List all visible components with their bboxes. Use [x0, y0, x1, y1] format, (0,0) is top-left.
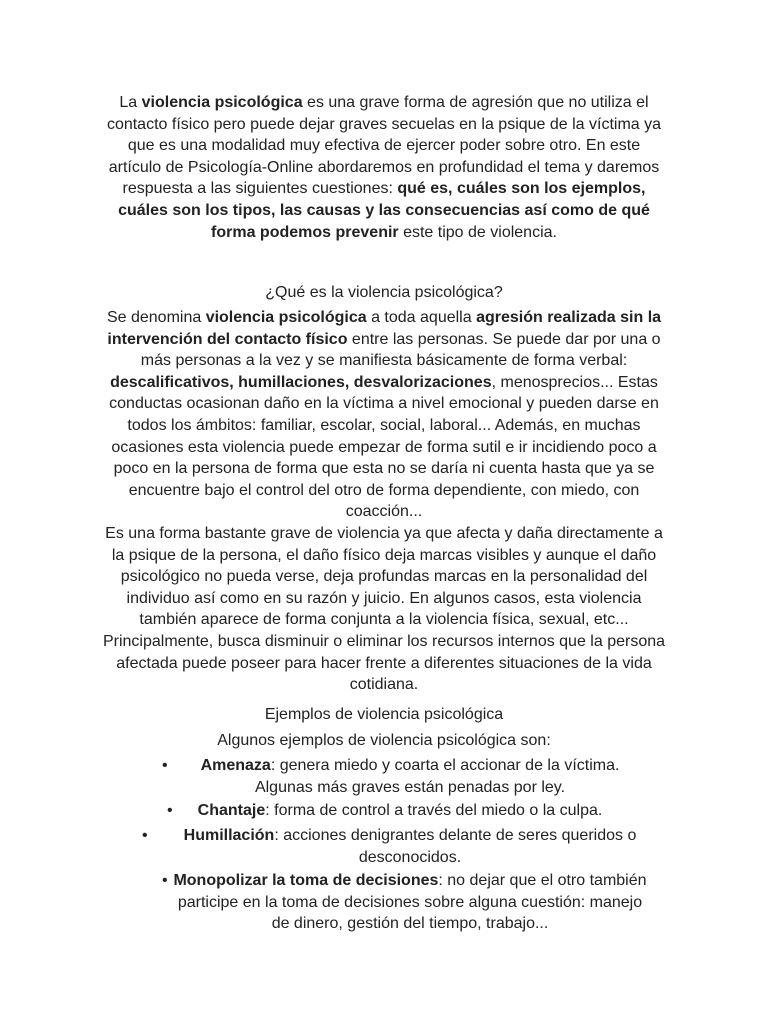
bullet-text: : no dejar que el otro también participe en la toma de decisiones sobre alguna cuestión: manejo de dinero, gestión del tiempo, trabajo...: [177, 872, 647, 933]
definition-section: [100, 307, 668, 696]
intro-paragraph: [100, 92, 668, 243]
bullet-text: : acciones denigrantes delante de seres queridos o desconocidos.: [274, 827, 637, 866]
section-heading-definition: ¿Qué es la violencia psicológica?: [265, 284, 503, 301]
bullet-text: : forma de control a través del miedo o la culpa.: [265, 802, 603, 819]
para1-text-3: entre las personas. Se puede dar por una o más personas a la vez y se manifiesta básicamente de forma verbal:: [140, 330, 661, 370]
para1-bold-2: agresión realizada sin la intervención del contacto físico: [107, 309, 662, 348]
examples-lead-text: Algunos ejemplos de violencia psicológica son:: [217, 732, 551, 749]
bullet-term: Chantaje: [197, 802, 266, 819]
para1-bold-3: descalificativos, humillaciones, desvalorizaciones: [110, 373, 492, 391]
list-item: [162, 870, 650, 935]
bullet-term: Amenaza: [200, 757, 271, 774]
para1-text-2: a toda aquella: [366, 309, 477, 326]
bullet-term: Humillación: [183, 827, 275, 844]
list-item: [142, 825, 670, 868]
intro-text-3: este tipo de violencia.: [398, 223, 557, 241]
bullet-icon: •: [167, 802, 173, 819]
para1-text-1: Se denomina: [106, 309, 206, 326]
intro-bold-1: violencia psicológica: [141, 94, 303, 111]
para1-text-4: , menosprecios... Estas conductas ocasionan daño en la víctima a nivel emocional y pueden darse en todos los ámbitos: familiar, escolar, social, laboral... Además, en muchas ocasiones esta violencia puede empezar de forma sutil e ir incidiendo poco a poco en la persona de forma que esta no se daría ni cuenta hasta que ya se encuentre bajo el control del otro de forma dependiente, con miedo, con coacción...: [109, 373, 659, 521]
intro-bold-2: qué es, cuáles son los ejemplos, cuáles son los tipos, las causas y las consecuencias así como de qué forma podemos prevenir: [118, 180, 650, 241]
para1-bold-1: violencia psicológica: [205, 309, 367, 326]
bullet-icon: •: [142, 827, 148, 844]
bullet-icon: •: [162, 757, 168, 774]
definition-paragraph: [100, 307, 668, 523]
bullet-text: : genera miedo y coarta el accionar de la víctima. Algunas más graves están penadas por ley.: [254, 757, 620, 796]
list-item: [162, 755, 650, 798]
bullet-term: Monopolizar la toma de decisiones: [173, 872, 439, 889]
bullet-icon: •: [162, 872, 168, 889]
intro-text-1: La: [119, 94, 142, 111]
list-item: [167, 800, 625, 822]
intro-text-2: es una grave forma de agresión que no utiliza el contacto físico pero puede dejar graves secuelas en la psique de la víctima ya que es una modalidad muy efectiva de ejercer poder sobre otro. En este artículo de Psicología-Online abordaremos en profundidad el tema y daremos respuesta a las siguientes cuestiones:: [106, 94, 662, 198]
severity-paragraph: Es una forma bastante grave de violencia ya que afecta y daña directamente a la psique de la persona, el daño físico deja marcas visibles y aunque el daño psicológico no pueda verse, deja profundas marcas en la personalidad del individuo así como en su razón y juicio. En algunos casos, esta violencia también aparece de forma conjunta a la violencia física, sexual, etc... Principalmente, busca disminuir o eliminar los recursos internos que la persona afectada puede poseer para hacer frente a diferentes situaciones de la vida cotidiana.: [102, 524, 666, 694]
section-heading-examples: Ejemplos de violencia psicológica: [264, 706, 504, 723]
